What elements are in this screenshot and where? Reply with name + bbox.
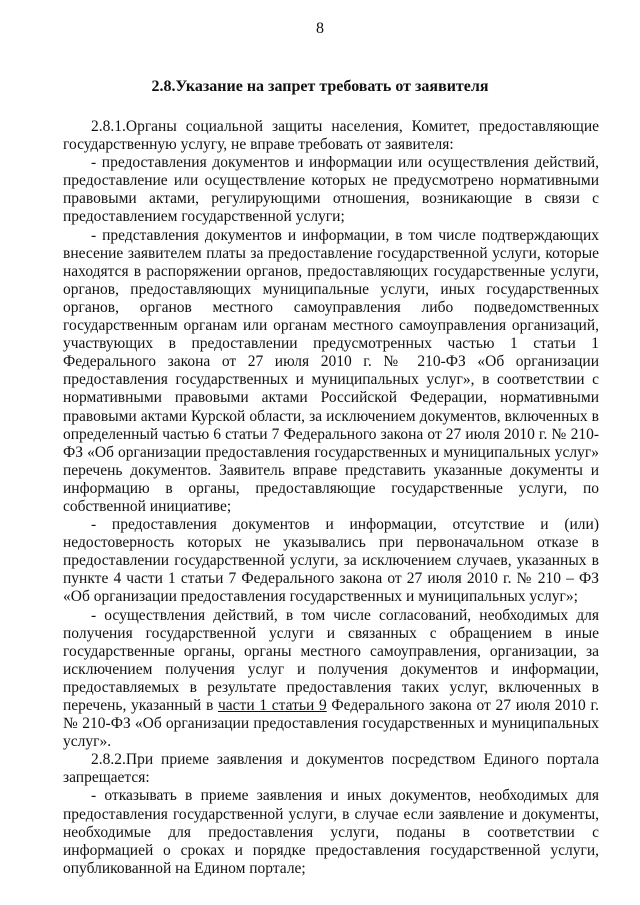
paragraph-prohibition-approvals bbox=[63, 607, 599, 752]
paragraph-prohibition-refusal: - отказывать в приеме заявления и иных документов, необходимых для предоставления государственной услуги, в случае если заявление и документы, необходимые для предоставления услуги, поданы в соответствии с информацией о сроках и порядке предоставления государственной услуги, опубликованной на Едином портале; bbox=[63, 787, 599, 877]
page-number: 8 bbox=[316, 20, 324, 37]
section-title: 2.8.Указание на запрет требовать от заявителя bbox=[151, 78, 489, 95]
paragraph-prohibition-documents-actions: - предоставления документов и информации или осуществления действий, предоставление или осуществление которых не предусмотрено нормативными правовыми актами, регулирующими отношения, возникающие в связи с предоставлением государственной услуги; bbox=[63, 154, 599, 226]
paragraph-2-8-1: 2.8.1.Органы социальной защиты населения, Комитет, предоставляющие государственную услугу, не вправе требовать от заявителя: bbox=[63, 118, 599, 154]
body-text bbox=[63, 118, 599, 878]
paragraph-prohibition-unreported-deficiencies: - предоставления документов и информации, отсутствие и (или) недостоверность которых не указывались при первоначальном отказе в предоставлении государственной услуги, за исключением случаев, указанных в пункте 4 части 1 статьи 7 Федерального закона от 27 июля 2010 г. № 210 – ФЗ «Об организации предоставления государственных и муниципальных услуг»; bbox=[63, 516, 599, 606]
paragraph-2-8-2: 2.8.2.При приеме заявления и документов посредством Единого портала запрещается: bbox=[63, 751, 599, 787]
law-article-link[interactable]: части 1 статьи 9 bbox=[218, 697, 327, 714]
paragraph-prohibition-documents-in-possession: - представления документов и информации, в том числе подтверждающих внесение заявителем платы за предоставление государственной услуги, которые находятся в распоряжении органов, предоставляющих государственные услуги, органов, предоставляющих муниципальные услуги, иных государственных органов, органов местного самоуправления либо подведомственных государственным органам или органам местного самоуправления организаций, участвующих в предоставлении предусмотренных частью 1 статьи 1 Федерального закона от 27 июля 2010 г. № 210-ФЗ «Об организации предоставления государственных и муниципальных услуг», в соответствии с нормативными правовыми актами Российской Федерации, нормативными правовыми актами Курской области, за исключением документов, включенных в определенный частью 6 статьи 7 Федерального закона от 27 июля 2010 г. № 210-ФЗ «Об организации предоставления государственных и муниципальных услуг» перечень документов. Заявитель вправе представить указанные документы и информацию в органы, предоставляющие государственные услуги, по собственной инициативе; bbox=[63, 226, 599, 515]
paragraph-text: - осуществления действий, в том числе согласований, необходимых для получения государственной услуги и связанных с обращением в иные государственные органы, органы местного самоуправления, организации, за исключением получения услуг и получения документов и информации, предоставляемых в результате предоставления таких услуг, включенных в перечень, указанный в bbox=[63, 606, 599, 714]
paragraph-text: Федерального закона от 27 июля 2010 г. № 210-ФЗ «Об организации предоставления государственных и муниципальных услуг». bbox=[63, 697, 599, 751]
